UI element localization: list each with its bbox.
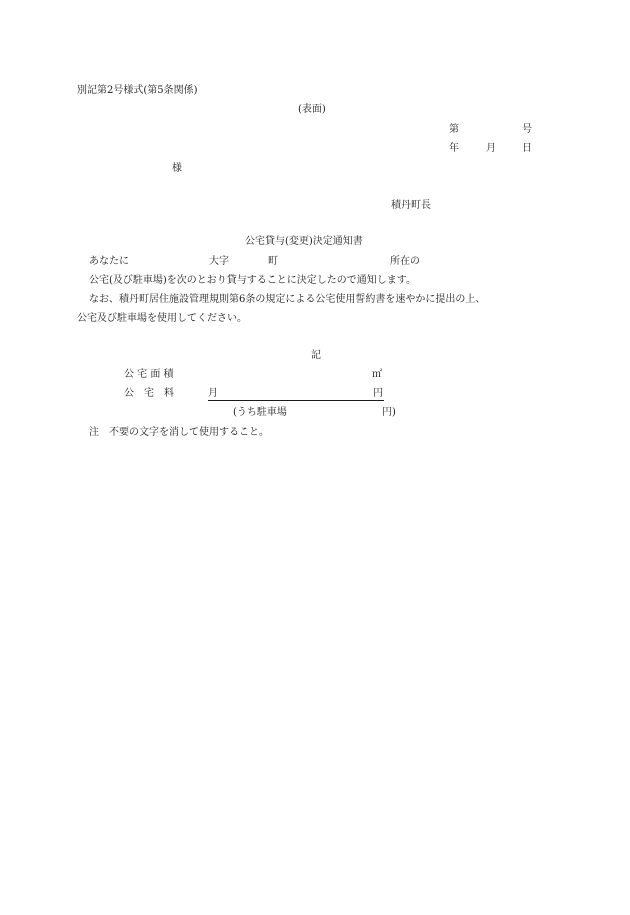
date-day: 日 <box>522 143 532 154</box>
doc-number-prefix: 第 <box>449 124 459 135</box>
issuer: 積丹町長 <box>391 200 431 211</box>
rent-per-month: 月 <box>208 388 218 399</box>
doc-number-suffix: 号 <box>522 124 532 135</box>
form-label: 別記第2号様式(第5条関係) <box>77 85 198 96</box>
date-month: 月 <box>486 143 496 154</box>
area-label: 公 宅 面 積 <box>124 369 174 380</box>
body-line1-start: あなたに <box>89 256 129 267</box>
area-unit-text: ㎡ <box>372 369 382 380</box>
area-unit <box>372 369 382 381</box>
parking-close: 円) <box>382 407 396 418</box>
body-line2: 公宅(及び駐車場)を次のとおり貸与することに決定したので通知します。 <box>89 275 417 286</box>
rent-label: 公 宅 料 <box>124 388 174 399</box>
parking-open: (うち駐車場 <box>233 407 287 418</box>
body-line1-oaza: 大字 <box>209 256 229 267</box>
rent-amount-underline <box>208 400 384 401</box>
body-line1-location: 所在の <box>390 256 420 267</box>
date-year: 年 <box>449 143 459 154</box>
note: 注 不要の文字を消して使用すること。 <box>89 427 269 438</box>
document-title: 公宅貸与(変更)決定通知書 <box>245 236 363 247</box>
body-line1-cho: 町 <box>268 256 278 267</box>
addressee-suffix: 様 <box>172 163 182 174</box>
side-label: (表面) <box>298 104 326 115</box>
body-line3: なお、積丹町居住施設管理規則第6条の規定による公宅使用誓約書を速やかに提出の上、 <box>89 294 486 305</box>
record-heading: 記 <box>311 350 321 361</box>
body-line4: 公宅及び駐車場を使用してください。 <box>77 313 247 324</box>
rent-unit: 円 <box>373 388 383 399</box>
